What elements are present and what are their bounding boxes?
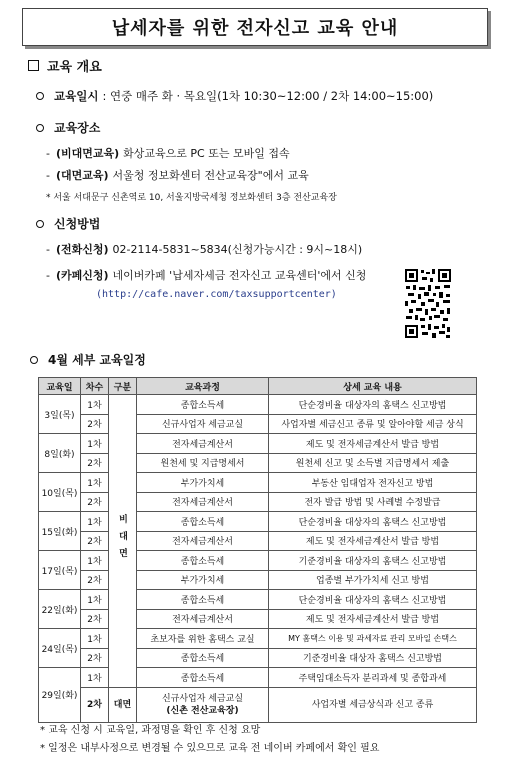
detail-cell: 전자 발급 방법 및 사례별 수정발급 [269,492,477,512]
table-row [39,687,477,722]
date-cell: 3일(목) [39,395,81,434]
session-cell: 2차 [81,531,109,551]
course-location: (신촌 전산교육장) [166,705,239,716]
course-cell: 전자세금계산서 [137,609,269,629]
table-row [39,512,477,532]
course-cell: 전자세금계산서 [137,531,269,551]
date-cell: 29일(화) [39,668,81,723]
mode-cell [109,395,137,688]
column-header: 상세 교육 내용 [269,378,477,395]
course-cell: 원천세 및 지급명세서 [137,453,269,473]
session-cell: 2차 [81,453,109,473]
session-cell: 1차 [81,629,109,649]
detail-cell: 제도 및 전자세금계산서 발급 방법 [269,434,477,454]
offline-line: - (대면교육) 서울청 정보화센터 전산교육장"에서 교육 [46,168,309,182]
detail-cell: 업종별 부가가치세 신고 방법 [269,570,477,590]
session-cell: 2차 [81,609,109,629]
course-cell: 종합소득세 [137,395,269,415]
table-row [39,434,477,454]
session-cell: 1차 [81,395,109,415]
course-cell: 초보자를 위한 홈택스 교실 [137,629,269,649]
course-cell: 종합소득세 [137,648,269,668]
session-cell: 1차 [81,551,109,571]
column-header: 차수 [81,378,109,395]
table-row [39,590,477,610]
detail-cell: 사업자별 세금신고 종류 및 알아야할 세금 상식 [269,414,477,434]
course-name: 신규사업자 세금교실 [161,693,244,704]
table-row [39,414,477,434]
cafe-link[interactable]: (http://cafe.naver.com/taxsupportcenter) [96,289,337,300]
schedule-line: 교육일시 : 연중 매주 화 · 목요일(1차 10:30~12:00 / 2차 14:00~15:00) [36,88,433,104]
column-header: 교육과정 [137,378,269,395]
square-bullet-icon [28,60,39,71]
qr-code-icon[interactable] [404,268,452,340]
course-cell: 부가가치세 [137,570,269,590]
table-row [39,492,477,512]
date-cell: 10일(목) [39,473,81,512]
course-cell: 신규사업자 세금교실 [137,414,269,434]
schedule-heading: 4월 세부 교육일정 [30,351,146,368]
detail-cell: 기준경비율 대상자 홈택스 신고방법 [269,648,477,668]
circle-bullet-icon [36,92,44,100]
table-row [39,609,477,629]
table-row [39,570,477,590]
online-line: - (비대면교육) 화상교육으로 PC 또는 모바일 접속 [46,146,290,160]
session-cell: 1차 [81,512,109,532]
circle-bullet-icon [36,220,44,228]
session-cell: 2차 [81,648,109,668]
session-cell: 1차 [81,473,109,493]
column-header: 교육일 [39,378,81,395]
table-header-row [39,378,477,395]
detail-cell: 제도 및 전자세금계산서 발급 방법 [269,531,477,551]
course-cell: 종합소득세 [137,551,269,571]
date-cell: 15일(화) [39,512,81,551]
detail-cell: 제도 및 전자세금계산서 발급 방법 [269,609,477,629]
table-row [39,395,477,415]
overview-heading: 교육 개요 [28,56,102,75]
table-row [39,668,477,688]
table-row [39,629,477,649]
page-title: 납세자를 위한 전자신고 교육 안내 [22,8,488,46]
course-cell: 전자세금계산서 [137,492,269,512]
session-cell: 1차 [81,434,109,454]
course-cell: 종합소득세 [137,512,269,532]
detail-cell: 단순경비율 대상자의 홈택스 신고방법 [269,512,477,532]
detail-cell: 부동산 임대업자 전자신고 방법 [269,473,477,493]
session-cell: 2차 [81,414,109,434]
circle-bullet-icon [36,124,44,132]
course-cell: 종합소득세 [137,668,269,688]
column-header: 구분 [109,378,137,395]
course-cell: 전자세금계산서 [137,434,269,454]
course-cell [137,687,269,722]
date-cell: 24일(목) [39,629,81,668]
circle-bullet-icon [30,356,38,364]
cafe-line: - (카페신청) 네이버카페 '납세자세금 전자신고 교육센터'에서 신청 [46,268,367,282]
detail-cell: 기준경비율 대상자의 홈택스 신고방법 [269,551,477,571]
detail-cell: 단순경비율 대상자의 홈택스 신고방법 [269,395,477,415]
note-line: * 교육 신청 시 교육일, 과정명을 확인 후 신청 요망 [40,725,261,736]
date-cell: 8일(화) [39,434,81,473]
table-row [39,473,477,493]
address-line: * 서울 서대문구 신촌역로 10, 서울지방국세청 정보화센터 3층 전산교육장 [46,193,337,203]
phone-line: - (전화신청) 02-2114-5831~5834(신청가능시간 : 9시~18시) [46,242,363,256]
mode-cell: 대면 [109,687,137,722]
detail-cell: 원천세 신고 및 소득별 지급명세서 제출 [269,453,477,473]
session-cell: 2차 [81,570,109,590]
course-cell: 종합소득세 [137,590,269,610]
schedule-table [38,377,477,723]
session-cell: 2차 [81,687,109,722]
place-line: 교육장소 [36,119,100,136]
mode-label: 비대면 [117,513,127,565]
detail-cell: MY 홈택스 이용 및 과세자료 관리 모바일 손택스 [269,629,477,649]
session-cell: 2차 [81,492,109,512]
course-cell: 부가가치세 [137,473,269,493]
date-cell: 17일(목) [39,551,81,590]
table-row [39,453,477,473]
detail-cell: 사업자별 세금상식과 신고 종류 [269,687,477,722]
detail-cell: 주택임대소득자 분리과세 및 종합과세 [269,668,477,688]
detail-cell: 단순경비율 대상자의 홈택스 신고방법 [269,590,477,610]
session-cell: 1차 [81,668,109,688]
note-line: * 일정은 내부사정으로 변경될 수 있으므로 교육 전 네이버 카페에서 확인 필요 [40,743,380,754]
session-cell: 1차 [81,590,109,610]
table-row [39,551,477,571]
apply-line: 신청방법 [36,215,100,232]
date-cell: 22일(화) [39,590,81,629]
table-row [39,648,477,668]
table-row [39,531,477,551]
